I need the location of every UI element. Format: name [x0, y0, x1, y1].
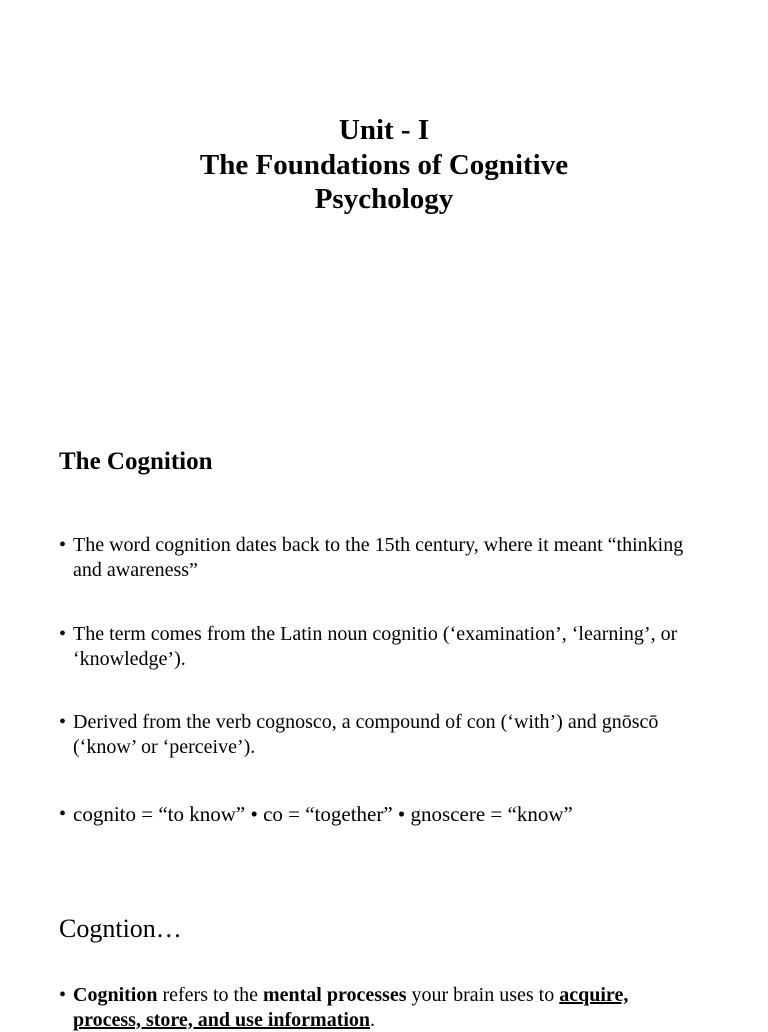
list-item-text: Derived from the verb cognosco, a compound of con (‘with’) and gnōscō (‘know’ or ‘perceive’). — [73, 711, 659, 758]
list-item — [59, 710, 699, 759]
term-cognition: Cognition — [73, 984, 158, 1006]
list-item-text — [73, 983, 699, 1032]
list-item-text: The word cognition dates back to the 15th century, where it meant “thinking and awareness” — [73, 534, 684, 581]
term-acquire-process: acquire, process, store, and use information — [73, 984, 629, 1031]
text-fragment: refers to the — [157, 984, 263, 1006]
term-mental-processes: mental processes — [262, 984, 407, 1006]
list-item-text: cognito = “to know” • co = “together” • gnoscere = “know” — [73, 802, 573, 826]
bullet-icon: • — [59, 534, 67, 556]
list-item-text: The term comes from the Latin noun cognitio (‘examination’, ‘learning’, or ‘knowledge’). — [73, 623, 678, 670]
bullet-icon: • — [59, 984, 67, 1006]
slide-title — [0, 113, 768, 217]
bullet-icon: • — [59, 803, 67, 825]
bullet-icon: • — [59, 623, 67, 645]
title-line-unit: Unit - I — [338, 114, 430, 146]
section-heading-cognition: The Cognition — [59, 448, 213, 475]
title-line-main: The Foundations of Cognitive — [199, 148, 569, 181]
section-heading-cogntion: Cogntion… — [59, 914, 182, 943]
text-fragment: your brain uses to — [406, 984, 560, 1006]
title-line-sub: Psychology — [314, 183, 454, 215]
list-item — [59, 622, 699, 671]
text-fragment: . — [370, 1008, 376, 1031]
list-item — [59, 802, 699, 827]
list-item — [59, 533, 699, 582]
bullet-icon: • — [59, 711, 67, 733]
list-item — [59, 983, 699, 1032]
